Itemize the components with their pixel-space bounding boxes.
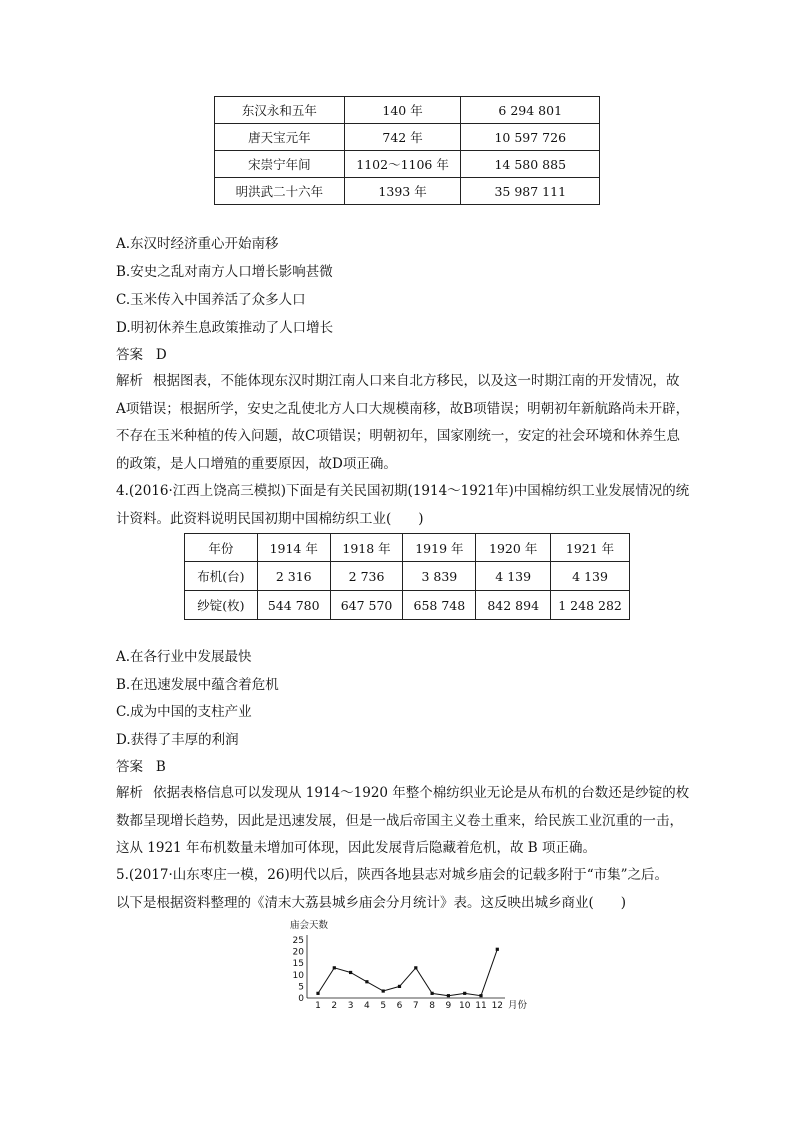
y-tick-label: 0 (298, 994, 304, 1004)
x-tick-label: 5 (380, 1001, 387, 1011)
temple-fair-line-chart (280, 915, 540, 1015)
table-header-cell: 1921 年 (551, 534, 630, 562)
table-header-cell: 年份 (185, 534, 258, 562)
table-cell: 14 580 885 (461, 151, 600, 178)
x-tick-label: 3 (347, 1001, 354, 1011)
stem-line: 4.(2016·江西上饶高三模拟)下面是有关民国初期(1914～1921年)中国棉纺织工业发展情况的统 (116, 483, 690, 499)
data-point (431, 992, 434, 995)
x-tick-label: 1 (315, 1001, 321, 1011)
table-cell: 647 570 (330, 591, 403, 620)
series-line (318, 949, 497, 995)
analysis-label: 解析 (116, 373, 143, 389)
y-tick-label: 5 (298, 982, 304, 993)
table-cell: 658 748 (403, 591, 476, 620)
x-tick-label: 8 (429, 1001, 435, 1011)
table-row (185, 591, 630, 620)
q4-option-c: C.成为中国的支柱产业 (116, 704, 252, 720)
table-cell: 742 年 (344, 124, 461, 151)
table-cell: 唐天宝元年 (215, 124, 345, 151)
table-cell: 3 839 (403, 562, 476, 591)
data-point (463, 992, 466, 995)
q4-analysis (116, 780, 696, 863)
table-cell: 842 894 (476, 591, 551, 620)
y-axis-label: 庙会天数 (290, 920, 329, 931)
q3-option-a: A.东汉时经济重心开始南移 (116, 236, 279, 252)
table-cell: 1102～1106 年 (344, 151, 461, 178)
data-point (333, 966, 336, 969)
x-tick-label: 9 (445, 1001, 452, 1011)
q5-stem (116, 862, 696, 917)
q3-option-b: B.安史之乱对南方人口增长影响甚微 (116, 264, 333, 280)
y-tick-label: 20 (292, 947, 304, 958)
data-point (447, 994, 450, 997)
table-row (185, 562, 630, 591)
table-cell: 1393 年 (344, 178, 461, 205)
cotton-industry-table (184, 533, 630, 620)
y-tick-label: 15 (292, 959, 304, 970)
analysis-line: 这从 1921 年布机数量未增加可体现，因此发展背后隐藏着危机，故 B 项正确。 (116, 840, 596, 856)
data-point (479, 994, 482, 997)
q3-option-d: D.明初休养生息政策推动了人口增长 (116, 320, 334, 336)
answer-label: 答案 (116, 759, 143, 775)
population-table (214, 96, 600, 205)
x-tick-label: 11 (475, 1001, 487, 1011)
analysis-label: 解析 (116, 785, 143, 801)
analysis-line: 的政策，是人口增殖的重要原因，故D项正确。 (116, 455, 397, 472)
data-point (365, 980, 368, 983)
data-point (316, 992, 319, 995)
table-cell: 544 780 (257, 591, 330, 620)
analysis-line: 数都呈现增长趋势，因此是迅速发展，但是一战后帝国主义卷土重来，给民族工业沉重的一击， (116, 812, 683, 829)
q4-stem (116, 478, 696, 533)
q4-answer (116, 757, 166, 777)
table-cell: 35 987 111 (461, 178, 600, 205)
x-tick-label: 4 (364, 1001, 370, 1011)
x-tick-label: 7 (412, 1001, 419, 1011)
data-point (398, 985, 401, 988)
table-row (215, 124, 600, 151)
table-cell: 2 316 (257, 562, 330, 591)
table-cell: 布机(台) (185, 562, 258, 591)
analysis-line: 解析 依据表格信息可以发现从 1914～1920 年整个棉纺织业无论是从布机的台数还是纱锭的枚 (116, 785, 690, 801)
stem-line: 计资料。此资料说明民国初期中国棉纺织工业( ) (116, 510, 424, 527)
table-cell: 6 294 801 (461, 97, 600, 124)
y-tick-label: 25 (292, 936, 304, 946)
table-cell: 宋崇宁年间 (215, 151, 345, 178)
x-tick-label: 2 (331, 1001, 338, 1011)
table-cell: 纱锭(枚) (185, 591, 258, 620)
table-row (215, 97, 600, 124)
x-tick-label: 10 (458, 1001, 471, 1011)
table-cell: 10 597 726 (461, 124, 600, 151)
table-cell: 4 139 (551, 562, 630, 591)
y-tick-label: 10 (292, 970, 304, 981)
data-point (349, 971, 352, 974)
data-point (414, 966, 417, 969)
stem-line: 以下是根据资料整理的《清末大荔县城乡庙会分月统计》表。这反映出城乡商业( ) (116, 894, 627, 911)
table-header-cell: 1918 年 (330, 534, 403, 562)
data-point (382, 989, 385, 992)
x-tick-label: 12 (491, 1001, 504, 1011)
q3-answer (116, 345, 167, 365)
table-header-cell: 1919 年 (403, 534, 476, 562)
q3-analysis (116, 368, 696, 478)
table-header-cell: 1920 年 (476, 534, 551, 562)
table-cell: 4 139 (476, 562, 551, 591)
table-cell: 1 248 282 (551, 591, 630, 620)
x-tick-label: 6 (396, 1001, 403, 1011)
answer-value: D (155, 347, 167, 363)
table-cell: 明洪武二十六年 (215, 178, 345, 205)
answer-label: 答案 (116, 347, 143, 363)
table-header-row (185, 534, 630, 562)
table-cell: 2 736 (330, 562, 403, 591)
answer-value: B (155, 759, 166, 775)
q4-option-a: A.在各行业中发展最快 (116, 649, 252, 665)
analysis-line: 解析 根据图表，不能体现东汉时期江南人口来自北方移民，以及这一时期江南的开发情况，故 (116, 373, 680, 389)
stem-line: 5.(2017·山东枣庄一模，26)明代以后，陕西各地县志对城乡庙会的记载多附于“市集”之后。 (116, 867, 669, 883)
table-row (215, 151, 600, 178)
analysis-line: 不存在玉米种植的传入问题，故C项错误；明朝初年，国家刚统一，安定的社会环境和休养生息 (116, 428, 680, 444)
table-row (215, 178, 600, 205)
data-point (496, 948, 499, 951)
analysis-line: A项错误；根据所学，安史之乱使北方人口大规模南移，故B项错误；明朝初年新航路尚未开辟， (116, 400, 690, 417)
table-header-cell: 1914 年 (257, 534, 330, 562)
q4-option-d: D.获得了丰厚的利润 (116, 732, 239, 748)
table-cell: 东汉永和五年 (215, 97, 345, 124)
table-cell: 140 年 (344, 97, 461, 124)
q3-option-c: C.玉米传入中国养活了众多人口 (116, 292, 306, 308)
q4-option-b: B.在迅速发展中蕴含着危机 (116, 677, 279, 693)
x-axis-label: 月份 (508, 1000, 528, 1011)
